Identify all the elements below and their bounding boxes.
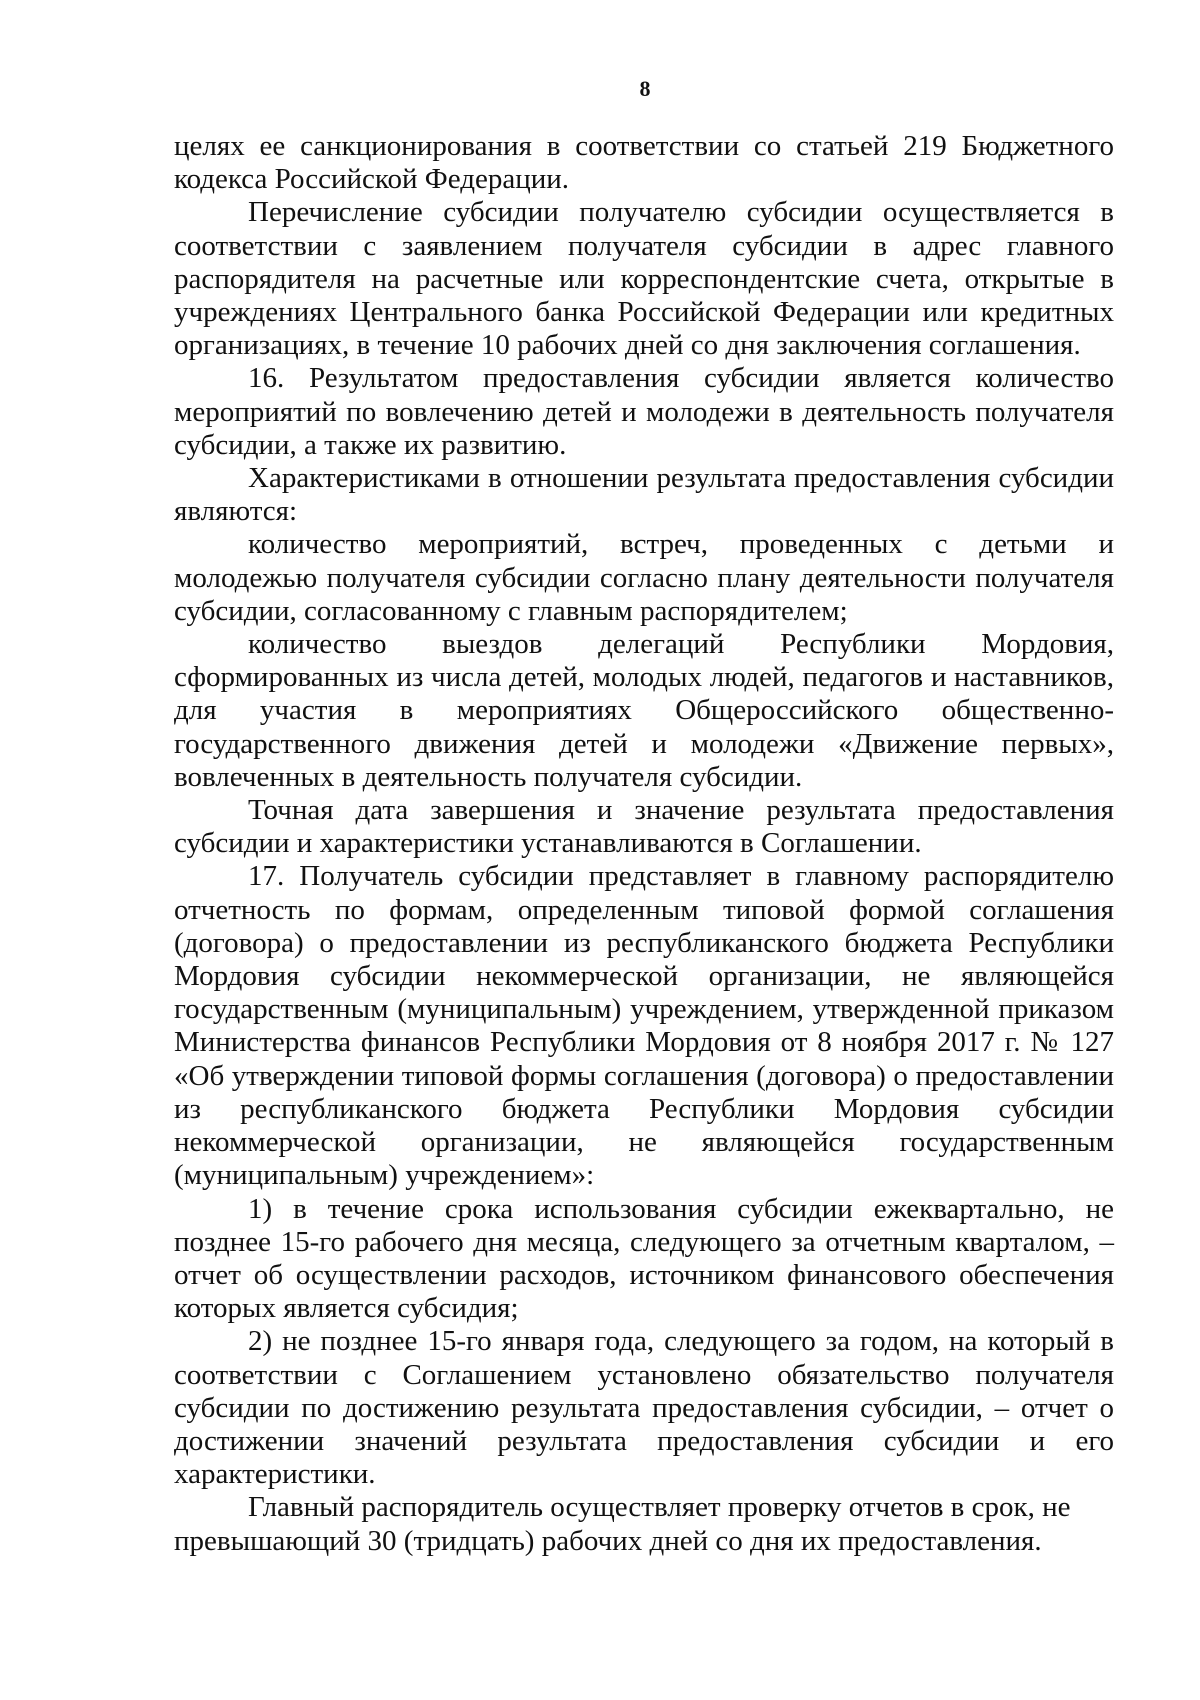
paragraph-subsidy-transfer: Перечисление субсидии получателю субсидии осуществляется в соответствии с заявлением получателя субсидии в адрес главного распорядителя на расчетные или корреспондентские счета, открытые в учреждениях Центрального банка Российской Федерации или кредитных организациях, в течение 10 рабочих дней со дня заключения соглашения. bbox=[174, 196, 1114, 362]
paragraph-delegations-count: количество выездов делегаций Республики Мордовия, сформированных из числа детей, молодых людей, педагогов и наставников, для участия в мероприятиях Общероссийского общественно-государственного движения детей и молодежи «Движение первых», вовлеченных в деятельность получателя субсидии. bbox=[174, 628, 1114, 793]
document-body bbox=[174, 130, 1114, 1558]
page-number: 8 bbox=[639, 76, 651, 101]
paragraph-item-16-result: 16. Результатом предоставления субсидии является количество мероприятий по вовлечению детей и молодежи в деятельность получателя субсидии, а также их развитию. bbox=[174, 362, 1114, 461]
paragraph-completion-date: Точная дата завершения и значение результата предоставления субсидии и характеристики устанавливаются в Соглашении. bbox=[174, 794, 1114, 860]
paragraph-report-2-annual: 2) не позднее 15-го января года, следующего за годом, на который в соответствии с Соглашением установлено обязательство получателя субсидии по достижению результата предоставления субсидии, – отчет о достижении значений результата предоставления субсидии и его характеристики. bbox=[174, 1325, 1114, 1491]
paragraph-events-count: количество мероприятий, встреч, проведенных с детьми и молодежью получателя субсидии согласно плану деятельности получателя субсидии, согласованному с главным распорядителем; bbox=[174, 528, 1114, 627]
paragraph-result-characteristics: Характеристиками в отношении результата предоставления субсидии являются: bbox=[174, 462, 1114, 528]
paragraph-report-verification: Главный распорядитель осуществляет проверку отчетов в срок, не превышающий 30 (тридцать) рабочих дней со дня их предоставления. bbox=[174, 1491, 1071, 1557]
paragraph-budget-code-reference: целях ее санкционирования в соответствии со статьей 219 Бюджетного кодекса Российской Федерации. bbox=[174, 130, 1114, 196]
paragraph-report-1-quarterly: 1) в течение срока использования субсидии ежеквартально, не позднее 15-го рабочего дня месяца, следующего за отчетным кварталом, – отчет об осуществлении расходов, источником финансового обеспечения которых является субсидия; bbox=[174, 1192, 1114, 1325]
paragraph-item-17-reporting: 17. Получатель субсидии представляет в главному распорядителю отчетность по формам, определенным типовой формой соглашения (договора) о предоставлении из республиканского бюджета Республики Мордовия субсидии некоммерческой организации, не являющейся государственным (муниципальным) учреждением, утвержденной приказом Министерства финансов Республики Мордовия от 8 ноября 2017 г. № 127 «Об утверждении типовой формы соглашения (договора) о предоставлении из республиканского бюджета Республики Мордовия субсидии некоммерческой организации, не являющейся государственным (муниципальным) учреждением»: bbox=[174, 860, 1114, 1192]
